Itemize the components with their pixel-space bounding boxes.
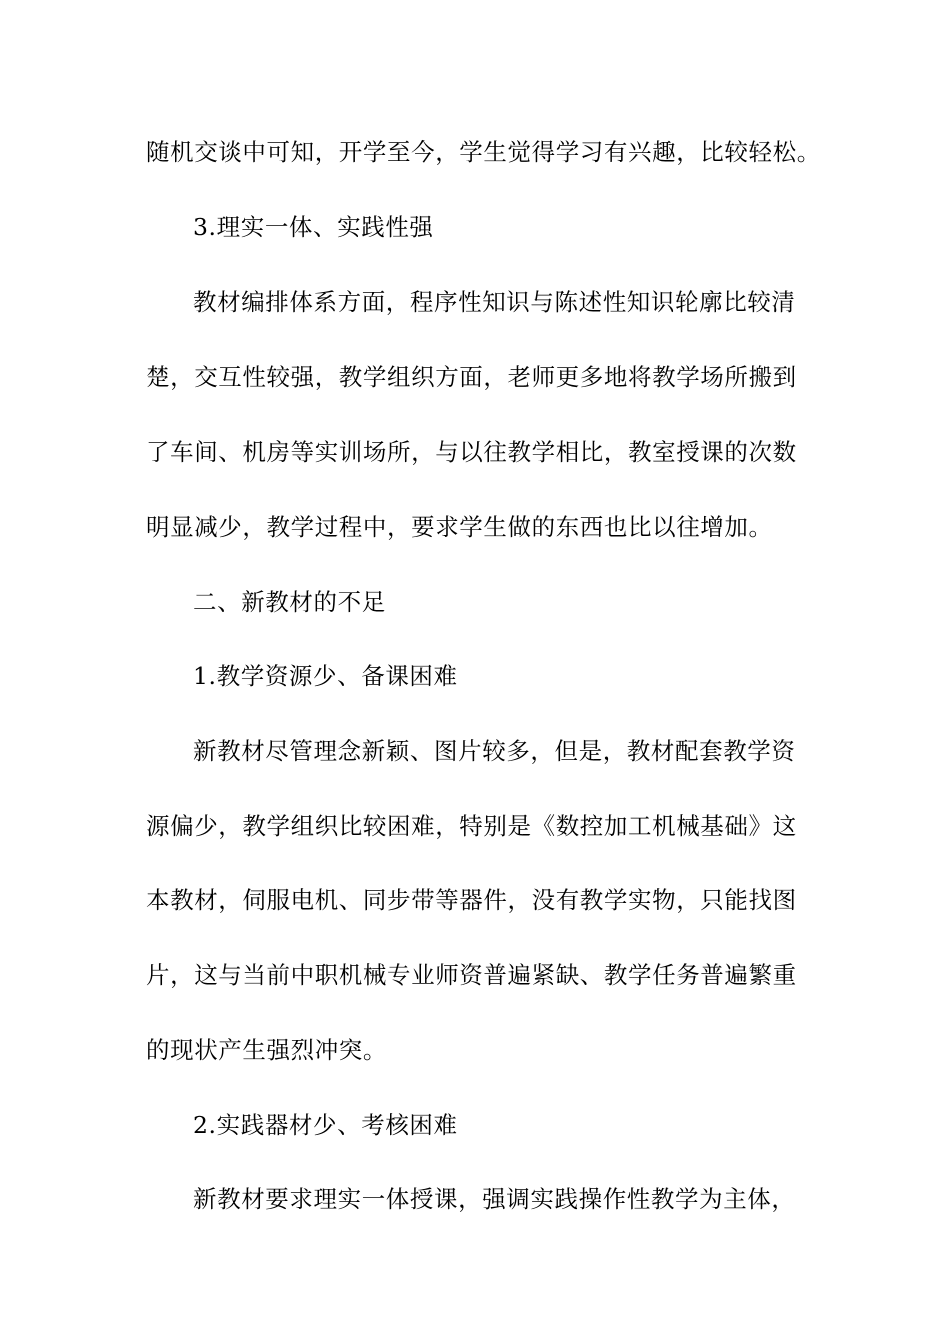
- paragraph-line: 明显减少，教学过程中，要求学生做的东西也比以往增加。: [146, 513, 773, 541]
- paragraph-line: 的现状产生强烈冲突。: [146, 1036, 387, 1064]
- paragraph-line: 新教材尽管理念新颖、图片较多，但是，教材配套教学资: [193, 737, 796, 765]
- section-heading: 3.理实一体、实践性强: [193, 213, 434, 241]
- paragraph-line: 新教材要求理实一体授课，强调实践操作性教学为主体，: [193, 1185, 796, 1213]
- subsection-heading: 1.教学资源少、备课困难: [193, 662, 458, 690]
- paragraph-line: 了车间、机房等实训场所，与以往教学相比，教室授课的次数: [146, 438, 797, 466]
- paragraph-line: 随机交谈中可知，开学至今，学生觉得学习有兴趣，比较轻松。: [146, 138, 821, 166]
- paragraph-line: 本教材，伺服电机、同步带等器件，没有教学实物，只能找图: [146, 886, 797, 914]
- paragraph-line: 源偏少，教学组织比较困难，特别是《数控加工机械基础》这: [146, 812, 797, 840]
- paragraph-line: 教材编排体系方面，程序性知识与陈述性知识轮廓比较清: [193, 288, 796, 316]
- paragraph-line: 楚，交互性较强，教学组织方面，老师更多地将教学场所搬到: [146, 363, 797, 391]
- section-heading: 二、新教材的不足: [193, 588, 386, 616]
- subsection-heading: 2.实践器材少、考核困难: [193, 1111, 458, 1139]
- paragraph-line: 片，这与当前中职机械专业师资普遍紧缺、教学任务普遍繁重: [146, 961, 797, 989]
